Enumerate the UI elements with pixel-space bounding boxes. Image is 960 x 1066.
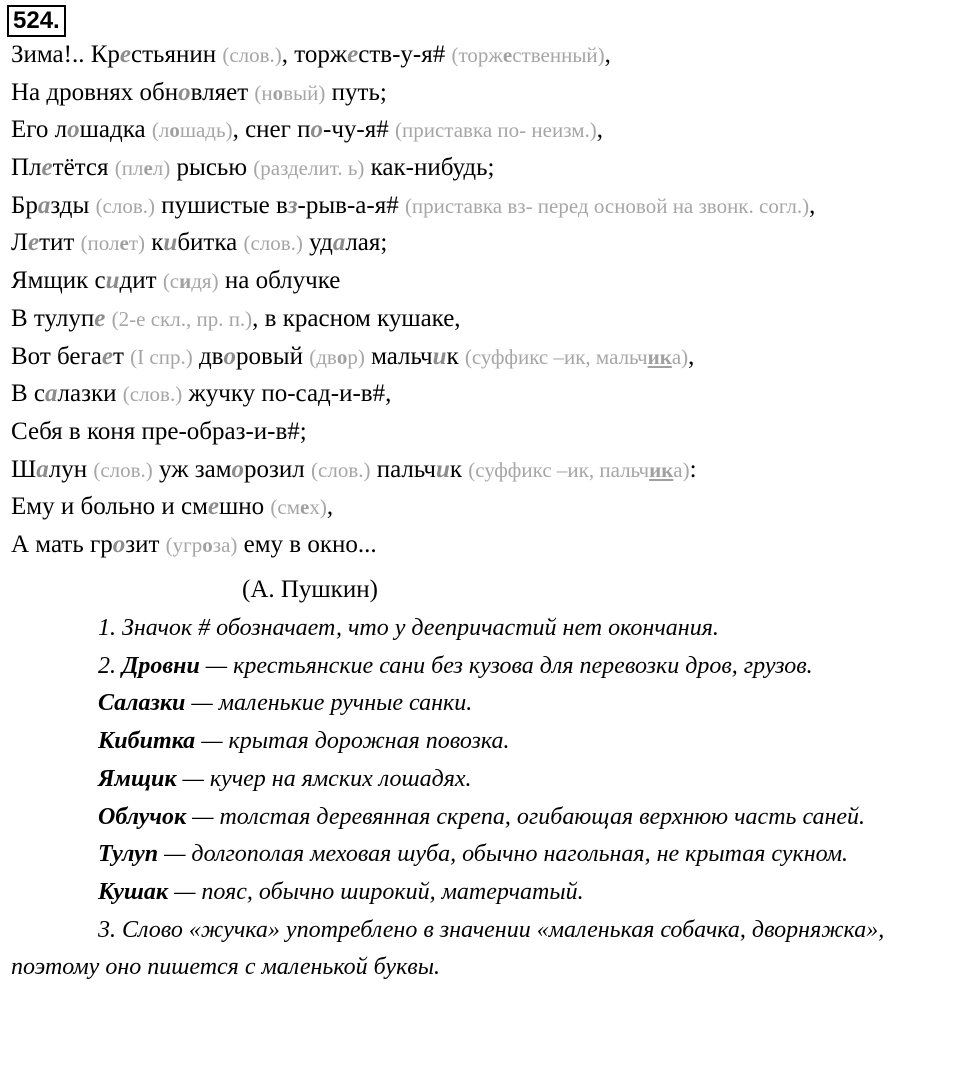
highlighted-letter: и [105,267,120,295]
text: Ему и больно и см [11,493,208,521]
text: , снег п [232,116,311,144]
hint-text: вый) [283,80,326,105]
hint: (слов.) [95,193,156,218]
hint-text: а) [673,457,690,482]
text: лазки [57,380,123,408]
hint: (приставка по- неизм.) [395,118,597,143]
note-definition: — долгополая меховая шуба, обычно нагольная, не крытая сукном. [158,841,849,868]
hint-text: (угр [165,532,203,557]
hint-letter: е [143,156,153,181]
text: А мать гр [11,530,113,558]
poem-line [11,375,815,413]
poem-author: (А. Пушкин) [242,576,378,603]
text: Его л [11,116,68,144]
text: к [446,342,465,370]
text: рысью [170,154,254,182]
text: Пл [11,154,42,182]
highlighted-letter: з [287,191,298,219]
text: розил [244,455,312,483]
hint-text: за) [212,532,238,557]
text: , торж [281,41,348,68]
highlighted-letter: е [101,342,113,370]
hint-letter: о [202,532,213,557]
note-item [11,836,951,874]
poem-line [11,74,815,112]
text: вляет [190,78,255,106]
note-definition: — кучер на ямских лошадях. [176,765,472,792]
text: к [449,455,469,483]
note-item [11,610,951,648]
note-definition: — пояс, обычно широкий, матерчатый. [168,878,584,905]
hint [166,533,238,557]
highlighted-letter: о [178,78,191,106]
text: , [809,191,816,219]
text: ему в окно... [237,530,377,558]
text: Зима!.. Кр [11,41,120,68]
highlighted-letter: е [119,41,132,68]
text: , [596,116,603,144]
hint-text: (н [254,80,273,105]
note-term: Салазки [98,690,186,717]
hint: (слов.) [222,43,282,67]
hint-letter: о [272,80,284,105]
text: ровый [235,342,310,370]
note-definition: — крытая дорожная повозка. [195,728,510,755]
hint [452,43,605,67]
hint-text: а) [671,344,689,369]
poem-line [11,300,815,338]
highlighted-letter: о [112,530,126,558]
text: Вот бега [11,342,102,370]
note-item [11,648,951,686]
text: , [326,493,334,521]
highlighted-letter: о [231,455,245,483]
hint-letter: е [502,43,513,67]
text: пальч [370,455,436,483]
text: лая; [345,229,388,257]
text: В тулуп [11,304,95,332]
poem-line [11,526,815,564]
hint [152,118,233,142]
poem-line [11,338,815,376]
poem-line [11,413,815,451]
hint-letter: о [336,344,348,369]
text: Бр [11,191,38,219]
note-term: Тулуп [98,841,159,868]
hint: (слов.) [93,457,153,482]
poem-line [11,111,815,149]
hint-text: дя) [191,269,219,294]
hint-text: т) [128,231,145,256]
hint [465,345,688,369]
highlighted-letter: е [27,229,40,257]
text: тит [39,229,81,257]
hint-text: шадь) [179,118,233,143]
hint-letter: и [179,269,192,294]
note-item [11,723,951,761]
text: зды [50,191,96,219]
note-item [11,799,951,837]
poem-line [11,36,815,74]
hint-text: (см [270,495,301,520]
note-term: Кушак [98,878,169,905]
text: -чу-я# [323,116,396,144]
highlighted-letter: и [435,455,450,483]
note-term: Ямщик [98,765,177,792]
text: уж зам [152,455,232,483]
hint-text: х) [309,495,327,520]
text: , в красном кушаке, [252,304,461,332]
highlighted-letter: а [37,191,51,219]
text: как-нибудь; [364,154,495,182]
note-text: 2. [98,652,122,679]
poem [11,36,815,564]
highlighted-letter: и [432,342,447,370]
hint-letter: о [169,118,180,143]
hint [270,495,326,519]
highlighted-letter: а [36,455,49,483]
text: Л [11,229,28,257]
text: зит [125,530,166,558]
hint: (2-е скл., пр. п.) [111,306,253,331]
hint [115,156,171,180]
highlighted-letter: е [94,304,106,332]
hint-suffix: ик [649,457,674,482]
highlighted-letter: о [223,342,236,370]
text: шно [219,493,271,521]
poem-line [11,149,815,187]
text: на облучке [218,267,341,295]
hint-text: (торж [451,43,503,67]
note-item [11,874,951,912]
text: пушистые в [155,191,288,219]
text: лун [48,455,94,483]
hint-text: (с [162,269,180,294]
note-item [11,912,951,987]
highlighted-letter: е [41,154,53,182]
highlighted-letter: е [207,493,220,521]
poem-line [11,224,815,262]
note-definition: — толстая деревянная скрепа, огибающая верхнюю часть саней. [186,803,866,830]
text: шадка [79,116,152,144]
hint [163,269,219,293]
text: , [688,342,695,370]
hint: (приставка вз- перед основой на звонк. согл.) [404,193,810,218]
poem-line [11,488,815,526]
text: , [604,41,611,68]
hint [468,458,689,482]
hint: (слов.) [122,382,183,407]
note-term: Дровни [122,652,200,679]
highlighted-letter: а [332,229,346,257]
text: стьянин [131,41,223,68]
poem-line [11,187,815,225]
note-text: 3. Слово «жучка» употреблено в значении «маленькая собачка, дворняжка», поэтому оно пишется с маленькой буквы. [11,916,885,981]
hint: (слов.) [243,231,303,256]
hint: (слов.) [311,457,371,482]
text: Ш [11,455,37,483]
text: жучку по-сад-и-в#, [182,380,392,408]
hint: (разделит. ь) [253,156,365,181]
text: : [689,455,697,483]
text: дв [192,342,224,370]
text: В с [11,380,46,408]
text: к [145,229,164,257]
hint-text: л) [152,156,171,181]
text: дит [119,267,163,295]
text: путь; [325,78,387,106]
text: уд [302,229,333,257]
text: битка [177,229,244,257]
hint-text: (пл [114,156,144,181]
hint: (I спр.) [130,344,193,369]
highlighted-letter: е [347,41,359,68]
notes [11,610,951,987]
note-definition: — маленькие ручные санки. [185,690,473,717]
note-definition: — крестьянские сани без кузова для перевозки дров, грузов. [199,652,813,679]
note-text: 1. Значок # обозначает, что у деепричастий нет окончания. [98,615,719,641]
hint-text: ственный) [512,43,605,67]
note-term: Кибитка [98,728,196,755]
note-item [11,761,951,799]
highlighted-letter: о [67,116,80,144]
hint-text: (л [151,118,170,143]
text: -рыв-а-я# [297,191,405,219]
highlighted-letter: о [310,116,324,144]
exercise-number: 524. [7,5,66,37]
hint [309,345,365,369]
text: мальч [364,342,433,370]
note-term: Облучок [98,803,187,830]
hint [81,231,145,255]
hint-text: р) [347,344,365,369]
text: т [112,342,131,370]
hint-text: (суффикс –ик, мальч [464,344,648,369]
text: На дровнях обн [11,78,179,106]
hint-letter: е [300,495,310,520]
highlighted-letter: а [45,380,58,408]
poem-line [11,262,815,300]
text: тётся [52,154,115,182]
note-item [11,685,951,723]
highlighted-letter: и [163,229,178,257]
poem-line [11,451,815,489]
text: ств-у-я# [358,41,452,68]
hint-suffix: ик [647,344,672,369]
hint-letter: е [119,231,129,256]
hint-text: (суффикс –ик, пальч [468,457,650,482]
hint [254,81,325,105]
text: Ямщик с [11,267,106,295]
text: Себя в коня пре-образ-и-в#; [11,417,307,445]
hint-text: (пол [80,231,120,256]
hint-text: (дв [309,344,337,369]
